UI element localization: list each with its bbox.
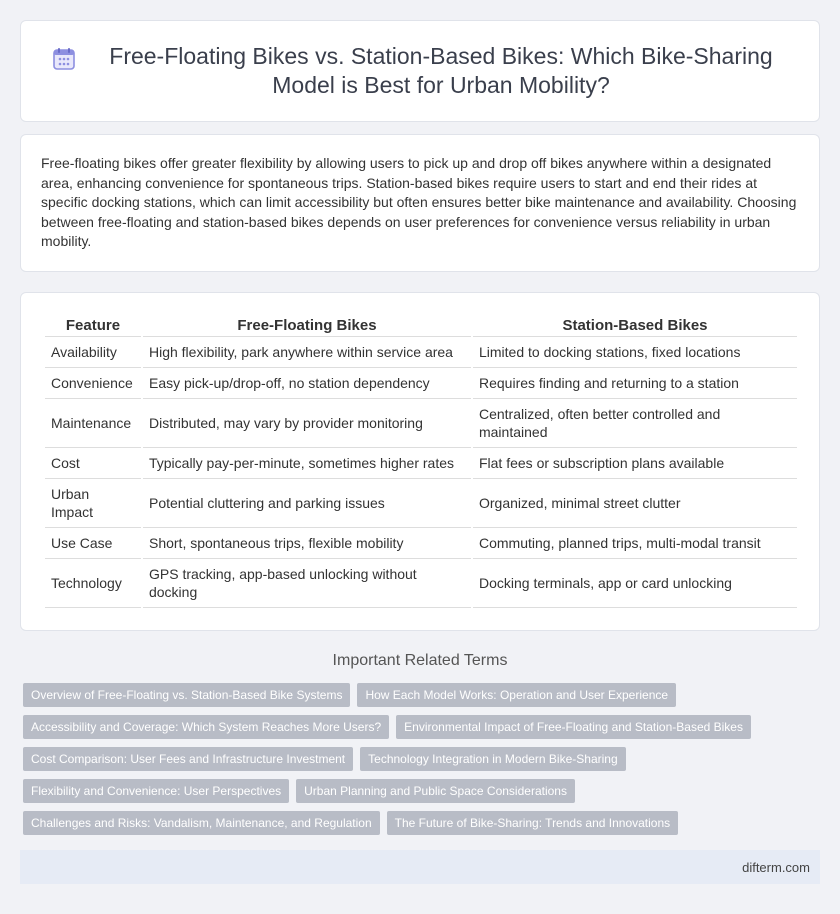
station-based-cell: Requires finding and returning to a station [473, 368, 797, 399]
related-terms-title: Important Related Terms [332, 652, 508, 669]
intro-paragraph: Free-floating bikes offer greater flexibility by allowing users to pick up and drop off bikes anywhere within a designated area, enhancing convenience for spontaneous trips. Station-based bikes require users to start and end their rides at specific docking stations, which can limit accessibility but often ensures better bike maintenance and availability. Choosing between free-floating and station-based bikes depends on user preferences for convenience versus reliability in urban mobility. [41, 155, 797, 250]
related-term-tag[interactable]: Accessibility and Coverage: Which System Reaches More Users? [23, 715, 389, 739]
table-row [45, 479, 797, 528]
footer-site-name[interactable]: difterm.com [742, 859, 810, 875]
related-term-tag[interactable]: Flexibility and Convenience: User Perspectives [23, 779, 289, 803]
table-row [45, 448, 797, 479]
tag-row [23, 811, 823, 835]
free-floating-cell: High flexibility, park anywhere within service area [143, 337, 471, 368]
station-based-cell: Docking terminals, app or card unlocking [473, 559, 797, 608]
station-based-cell: Limited to docking stations, fixed locations [473, 337, 797, 368]
related-term-tag[interactable]: Environmental Impact of Free-Floating and Station-Based Bikes [396, 715, 751, 739]
related-terms-list [23, 683, 823, 843]
free-floating-cell: GPS tracking, app-based unlocking without docking [143, 559, 471, 608]
station-based-cell: Flat fees or subscription plans available [473, 448, 797, 479]
feature-cell: Use Case [45, 528, 141, 559]
related-term-tag[interactable]: Cost Comparison: User Fees and Infrastructure Investment [23, 747, 353, 771]
related-term-tag[interactable]: How Each Model Works: Operation and User Experience [357, 683, 676, 707]
table-row [45, 399, 797, 448]
feature-cell: Technology [45, 559, 141, 608]
table-row [45, 528, 797, 559]
free-floating-cell: Potential cluttering and parking issues [143, 479, 471, 528]
header-feature: Feature [45, 313, 141, 337]
table-row [45, 337, 797, 368]
related-term-tag[interactable]: Technology Integration in Modern Bike-Sharing [360, 747, 625, 771]
title-card [20, 20, 820, 122]
free-floating-cell: Short, spontaneous trips, flexible mobility [143, 528, 471, 559]
feature-cell: Convenience [45, 368, 141, 399]
related-term-tag[interactable]: The Future of Bike-Sharing: Trends and Innovations [387, 811, 679, 835]
table-row [45, 559, 797, 608]
related-term-tag[interactable]: Urban Planning and Public Space Considerations [296, 779, 575, 803]
feature-cell: Maintenance [45, 399, 141, 448]
intro-card [20, 134, 820, 272]
free-floating-cell: Distributed, may vary by provider monitoring [143, 399, 471, 448]
feature-cell: Cost [45, 448, 141, 479]
header-station-based: Station-Based Bikes [473, 313, 797, 337]
table-row [45, 368, 797, 399]
calendar-icon [51, 46, 77, 72]
comparison-table-card [20, 292, 820, 631]
station-based-cell: Commuting, planned trips, multi-modal transit [473, 528, 797, 559]
station-based-cell: Centralized, often better controlled and maintained [473, 399, 797, 448]
feature-cell: Urban Impact [45, 479, 141, 528]
page-title: Free-Floating Bikes vs. Station-Based Bikes: Which Bike-Sharing Model is Best for Urban Mobility? [109, 43, 773, 98]
tag-row [23, 683, 823, 707]
station-based-cell: Organized, minimal street clutter [473, 479, 797, 528]
tag-row [23, 747, 823, 771]
free-floating-cell: Easy pick-up/drop-off, no station dependency [143, 368, 471, 399]
related-term-tag[interactable]: Challenges and Risks: Vandalism, Maintenance, and Regulation [23, 811, 380, 835]
tag-row [23, 779, 823, 803]
comparison-table [43, 313, 799, 608]
free-floating-cell: Typically pay-per-minute, sometimes higher rates [143, 448, 471, 479]
related-term-tag[interactable]: Overview of Free-Floating vs. Station-Based Bike Systems [23, 683, 350, 707]
table-header-row [45, 313, 797, 337]
header-free-floating: Free-Floating Bikes [143, 313, 471, 337]
title-wrap [21, 42, 819, 100]
tag-row [23, 715, 823, 739]
footer [20, 850, 820, 884]
feature-cell: Availability [45, 337, 141, 368]
